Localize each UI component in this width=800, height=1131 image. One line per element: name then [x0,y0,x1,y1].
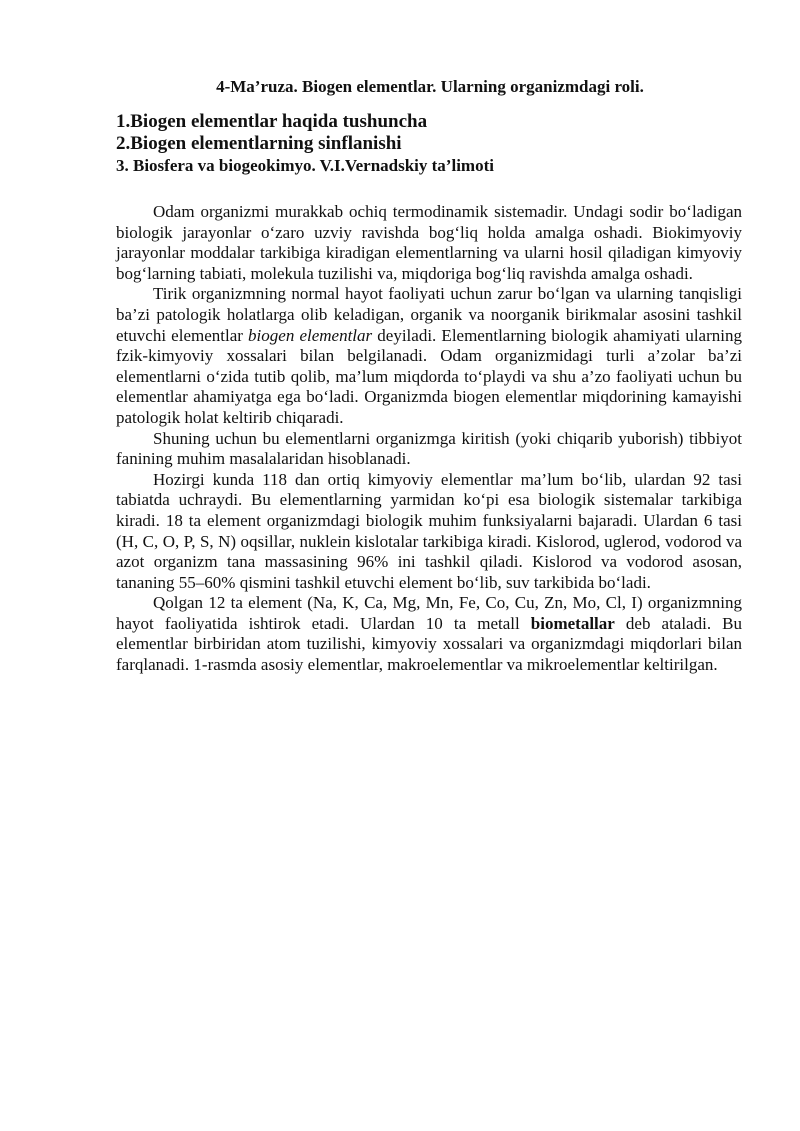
paragraph-text: deyiladi. Elementlarning biologik ahamiyati ularning fzik-kimyoviy xossalari bilan belgilanadi. Odam organizmidagi turli a’zolar ba’zi elementlarni o‘zida tutib qolib, ma’lum miqdorda to‘playdi va shu a’zo faoliyati uchun bu elementlar ahamiyatga ega bo‘ladi. Organizmda biogen elementlar miqdorining kamayishi patologik holat keltirib chiqaradi. [116,325,742,427]
paragraph: Hozirgi kunda 118 dan ortiq kimyoviy elementlar ma’lum bo‘lib, ulardan 92 tasi tabiatda uchraydi. Bu elementlarning yarmidan ko‘pi esa biologik sistemalar tarkibiga kiradi. 18 ta element organizmdagi biologik muhim funksiyalarni bajaradi. Ulardan 6 tasi (H, C, O, P, S, N) oqsillar, nuklein kislotalar tarkibiga kiradi. Kislorod, uglerod, vodorod va azot organizm tana massasining 96% ini tashkil qiladi. Kislorod va vodorod asosan, tananing 55–60% qismini tashkil etuvchi element bo‘lib, suv tarkibida bo‘ladi. [116,469,742,592]
paragraph-text: deb ataladi. Bu elementlar birbiridan atom tuzilishi, kimyoviy xossalari va organizmdagi miqdorlari bilan farqlanadi. 1-rasmda asosiy elementlar, makroelementlar va mikroelementlar keltirilgan. [116,613,742,675]
paragraph-text: Tirik organizmning normal hayot faoliyati uchun zarur bo‘lgan va ularning tanqisligi ba’zi patologik holatlarga olib keladigan, organik va noorganik birikmalar asosini tashkil etuvchi elementlar [116,284,742,345]
paragraph [116,593,742,675]
lecture-body [116,202,742,676]
term-emphasis: biogen elementlar [248,325,373,345]
paragraph: Odam organizmi murakkab ochiq termodinamik sistemadir. Undagi sodir bo‘ladigan biologik jarayonlar o‘zaro uzviy ravishda bog‘liq holda amalga oshadi. Biokimyoviy jarayonlar moddalar tarkibiga kiradigan elementlarning va ularni hosil qiladigan kimyoviy bog‘larning tabiati, molekula tuzilishi va, miqdoriga bog‘liq ravishda amalga oshadi. [116,202,742,283]
lecture-title: 4-Ma’ruza. Biogen elementlar. Ularning organizmdagi roli. [216,77,644,96]
outline-item: 1.Biogen elementlar haqida tushuncha [116,111,428,132]
lecture-outline [116,111,756,177]
paragraph-text: Qolgan 12 ta element (Na, K, Ca, Mg, Mn, Fe, Co, Cu, Zn, Mo, Cl, I) organizmning hayot faoliyatida ishtirok etadi. Ulardan 10 ta metall [116,593,742,633]
term-strong: biometallar [530,613,615,633]
outline-item: 3. Biosfera va biogeokimyo. V.I.Vernadskiy ta’limoti [116,156,494,175]
outline-item: 2.Biogen elementlarning sinflanishi [116,133,402,154]
paragraph: Shuning uchun bu elementlarni organizmga kiritish (yoki chiqarib yuborish) tibbiyot fanining muhim masalalaridan hisoblanadi. [116,428,742,469]
paragraph [116,284,742,428]
